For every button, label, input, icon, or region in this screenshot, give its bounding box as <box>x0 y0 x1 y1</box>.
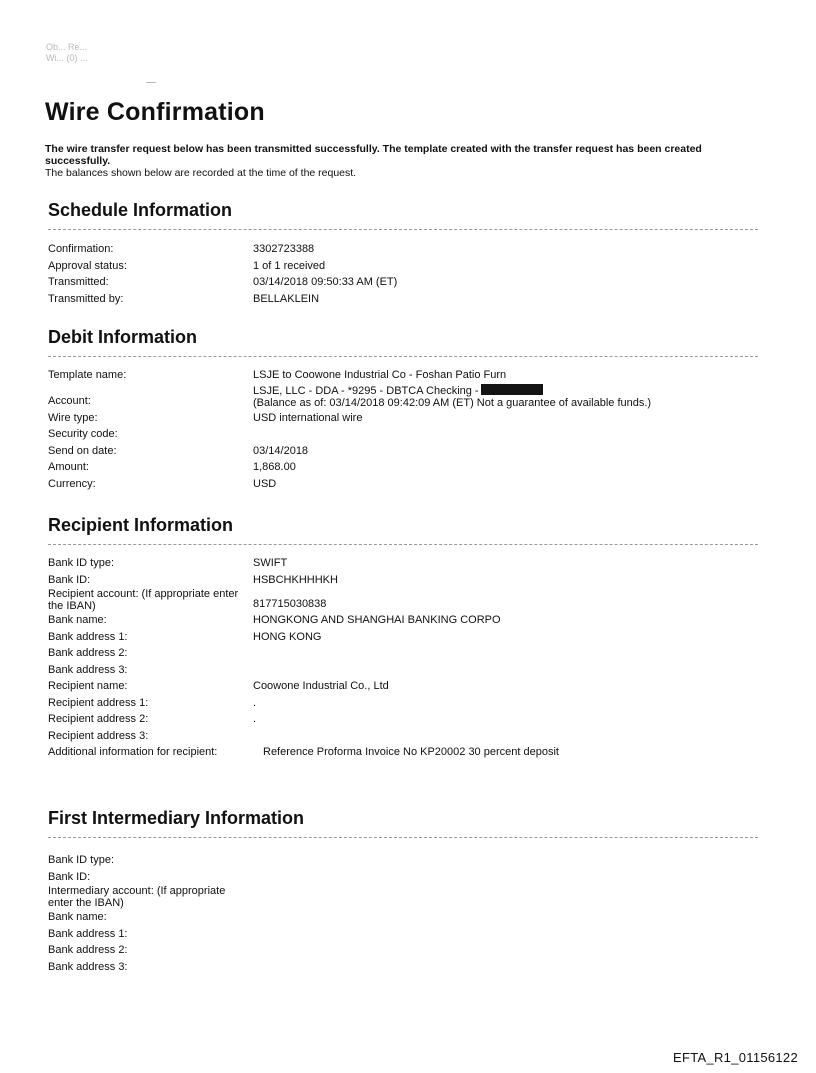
schedule-section <box>48 200 760 307</box>
field-row <box>48 629 760 646</box>
field-row <box>48 695 760 712</box>
field-value: Reference Proforma Invoice No KP20002 30 percent deposit <box>263 746 559 758</box>
faint-header-text <box>46 42 216 64</box>
divider <box>48 544 758 545</box>
field-value: LSJE to Coowone Industrial Co - Foshan Patio Furn <box>253 369 507 381</box>
field-value: . <box>253 696 257 709</box>
field-label: Security code: <box>48 428 118 440</box>
field-value: SWIFT <box>253 557 288 569</box>
divider <box>48 356 758 357</box>
field-value: 03/14/2018 09:50:33 AM (ET) <box>253 276 398 288</box>
debit-section <box>48 327 760 492</box>
field-row <box>48 443 760 460</box>
field-value <box>253 959 760 976</box>
document-id: EFTA_R1_01156122 <box>672 1050 798 1065</box>
field-label: Recipient account: (If appropriate enter the IBAN) <box>48 588 239 612</box>
field-label: Bank address 2: <box>48 944 128 956</box>
field-label: Transmitted by: <box>48 292 124 305</box>
divider <box>48 229 758 230</box>
field-value <box>253 662 760 679</box>
field-row <box>48 869 760 886</box>
field-label: Additional information for recipient: <box>48 746 218 758</box>
field-label: Bank address 2: <box>48 647 128 659</box>
field-label: Bank name: <box>48 614 107 626</box>
field-row <box>48 241 760 258</box>
field-row <box>48 926 760 943</box>
account-line <box>253 384 760 398</box>
balance-note: (Balance as of: 03/14/2018 09:42:09 AM (ET) Not a guarantee of available funds.) <box>253 397 652 409</box>
field-label: Approval status: <box>48 259 127 272</box>
field-row <box>48 645 760 662</box>
intermediary-heading: First Intermediary Information <box>48 808 305 828</box>
field-row <box>48 410 760 427</box>
field-label: Intermediary account: (If appropriate enter the IBAN) <box>48 885 226 909</box>
field-label: Bank address 1: <box>48 630 128 643</box>
field-row <box>48 711 760 728</box>
field-value <box>253 869 760 886</box>
recipient-section <box>48 515 760 761</box>
field-row <box>48 852 760 869</box>
field-value <box>253 645 760 662</box>
field-row <box>48 274 760 291</box>
field-row <box>48 476 760 493</box>
redaction-block <box>481 384 543 395</box>
field-value <box>253 909 760 926</box>
field-value: HSBCHKHHHKH <box>253 573 338 586</box>
field-label: Account: <box>48 395 91 407</box>
field-label: Wire type: <box>48 411 98 424</box>
recipient-heading: Recipient Information <box>48 515 234 535</box>
field-value-account <box>253 384 760 410</box>
field-row <box>48 959 760 976</box>
field-value: . <box>253 713 257 725</box>
account-text: LSJE, LLC - DDA - *9295 - DBTCA Checking - <box>253 384 479 397</box>
field-row <box>48 572 760 589</box>
field-value: USD international wire <box>253 411 363 424</box>
field-value <box>253 926 760 943</box>
field-row <box>48 588 760 612</box>
field-label: Bank name: <box>48 911 107 923</box>
field-row <box>48 909 760 926</box>
field-value <box>253 942 760 959</box>
field-label: Bank ID: <box>48 573 91 586</box>
faint-line-1: Ob... Re... <box>46 42 88 52</box>
faint-mark <box>146 82 156 83</box>
field-row <box>48 459 760 476</box>
field-label: Bank ID type: <box>48 854 115 866</box>
field-row <box>48 258 760 275</box>
field-value: HONGKONG AND SHANGHAI BANKING CORPO <box>253 614 501 626</box>
field-value: 1 of 1 received <box>253 259 326 272</box>
field-label: Confirmation: <box>48 243 114 255</box>
divider <box>48 837 758 838</box>
field-label: Bank address 3: <box>48 663 128 676</box>
intro-balance-note: The balances shown below are recorded at the time of the request. <box>45 167 357 179</box>
field-row <box>48 728 760 745</box>
field-value: 3302723388 <box>253 243 315 255</box>
field-value: HONG KONG <box>253 630 322 643</box>
intermediary-section <box>48 808 760 975</box>
field-row <box>48 367 760 384</box>
debit-heading: Debit Information <box>48 327 197 347</box>
field-label: Bank ID type: <box>48 557 115 569</box>
field-row <box>48 942 760 959</box>
field-row <box>48 291 760 308</box>
field-label: Template name: <box>48 369 127 381</box>
field-value: 1,868.00 <box>253 461 296 473</box>
page-title: Wire Confirmation <box>45 98 265 126</box>
faint-line-2: Wi... (0) ... <box>46 53 88 63</box>
field-row <box>48 885 760 909</box>
field-row <box>48 555 760 572</box>
field-label: Recipient address 2: <box>48 713 149 725</box>
field-value: USD <box>253 477 277 490</box>
field-value: 817715030838 <box>253 597 327 610</box>
field-label: Bank address 1: <box>48 927 128 940</box>
field-label: Send on date: <box>48 444 117 457</box>
field-row <box>48 662 760 679</box>
schedule-heading: Schedule Information <box>48 200 233 220</box>
field-label: Recipient address 3: <box>48 729 149 742</box>
field-row <box>48 678 760 695</box>
field-label: Bank address 3: <box>48 960 128 973</box>
field-value: BELLAKLEIN <box>253 292 320 305</box>
field-row-account <box>48 384 760 410</box>
field-value <box>253 728 760 745</box>
field-row <box>48 612 760 629</box>
intro-text <box>45 143 705 179</box>
intro-success-message: The wire transfer request below has been transmitted successfully. The template created with the transfer request has been created successfully. <box>45 143 702 167</box>
field-value <box>253 426 760 443</box>
field-value: Coowone Industrial Co., Ltd <box>253 680 389 692</box>
field-label: Recipient name: <box>48 680 128 692</box>
field-label: Bank ID: <box>48 870 91 883</box>
field-row <box>48 426 760 443</box>
field-label: Currency: <box>48 477 96 490</box>
field-value: 03/14/2018 <box>253 444 309 457</box>
field-label: Recipient address 1: <box>48 696 149 709</box>
field-label: Transmitted: <box>48 276 109 288</box>
field-label: Amount: <box>48 461 89 473</box>
field-value <box>253 852 760 869</box>
field-row <box>48 744 760 761</box>
